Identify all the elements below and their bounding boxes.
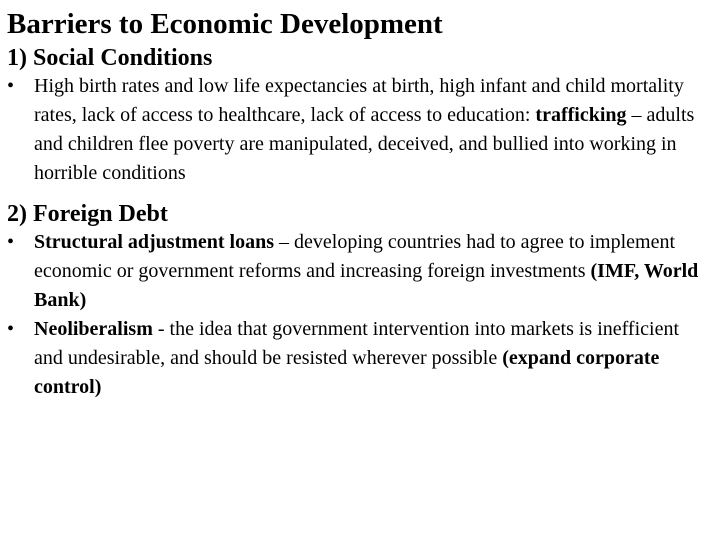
bullet-text-segment: – developing countries had to agree to implement economic or government reforms and increasing foreign investments bbox=[34, 231, 676, 282]
bullet-item-neoliberalism bbox=[7, 315, 710, 402]
bullet-keyword-expand-corporate-control: (expand corporate control) bbox=[34, 347, 660, 398]
bullet-text-segment: High birth rates and low life expectancies at birth, high infant and child mortality rates, lack of access to healthcare, lack of access to education: bbox=[34, 75, 684, 126]
bullet-keyword-neoliberalism: Neoliberalism bbox=[34, 318, 153, 340]
bullet-list-social-conditions bbox=[7, 72, 710, 188]
slide-title: Barriers to Economic Development bbox=[7, 8, 443, 40]
bullet-text-segment: - the idea that government intervention into markets is inefficient and undesirable, and should be resisted wherever possible bbox=[34, 318, 680, 369]
bullet-text bbox=[34, 75, 694, 184]
bullet-keyword-trafficking: trafficking bbox=[535, 104, 627, 126]
bullet-keyword-structural-adjustment-loans: Structural adjustment loans bbox=[34, 231, 275, 253]
bullet-glyph: • bbox=[7, 75, 15, 97]
bullet-keyword-imf-world-bank: (IMF, World Bank) bbox=[34, 260, 699, 311]
bullet-text bbox=[34, 318, 679, 398]
bullet-glyph: • bbox=[7, 231, 15, 253]
bullet-glyph: • bbox=[7, 318, 15, 340]
section-heading-social-conditions: 1) Social Conditions bbox=[7, 45, 213, 71]
bullet-item-trafficking bbox=[7, 72, 710, 188]
bullet-text bbox=[34, 231, 698, 311]
bullet-item-structural-adjustment-loans bbox=[7, 228, 710, 315]
section-heading-foreign-debt: 2) Foreign Debt bbox=[7, 201, 168, 227]
bullet-list-foreign-debt bbox=[7, 228, 710, 402]
bullet-text-segment: – adults and children flee poverty are manipulated, deceived, and bullied into working in horrible conditions bbox=[34, 104, 695, 184]
